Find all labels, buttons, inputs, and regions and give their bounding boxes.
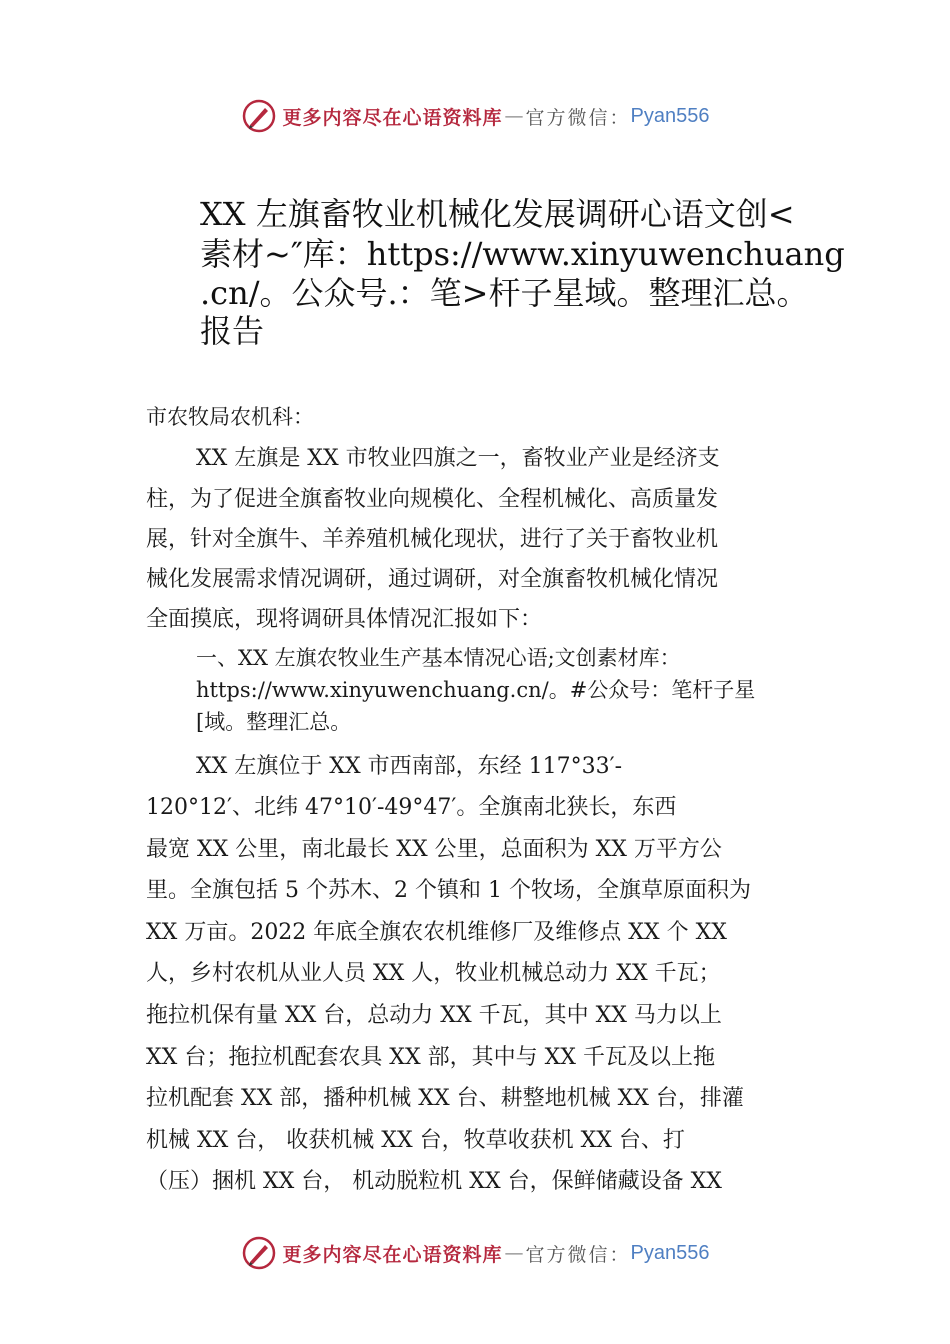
- banner-wechat-id: Pyan556: [630, 1241, 710, 1264]
- paragraph-line: 展，针对全旗牛、羊养殖机械化现状，进行了关于畜牧业机: [146, 527, 719, 552]
- paragraph-line: 机械 XX 台， 收获机械 XX 台，牧草收获机 XX 台、打: [146, 1128, 685, 1153]
- heading-line: 一、XX 左旗农牧业生产基本情况心语;文创素材库：: [196, 646, 681, 670]
- title-line: 报告: [200, 312, 265, 350]
- paragraph-line: XX 左旗是 XX 市牧业四旗之一，畜牧业产业是经济支: [196, 446, 720, 471]
- banner-separator: —: [504, 1242, 524, 1264]
- paragraph-line: （压）捆机 XX 台， 机动脱粒机 XX 台，保鲜储藏设备 XX: [146, 1169, 722, 1194]
- banner-separator: —: [504, 105, 524, 127]
- footer-banner: [0, 1233, 950, 1273]
- paragraph-line: 里。全旗包括 5 个苏木、2 个镇和 1 个牧场，全旗草原面积为: [146, 878, 751, 903]
- paragraph-line: 最宽 XX 公里，南北最长 XX 公里，总面积为 XX 万平方公: [146, 837, 722, 862]
- title-line: XX 左旗畜牧业机械化发展调研心语文创<: [200, 195, 795, 233]
- paragraph-line: 120°12′、北纬 47°10′-49°47′。全旗南北狭长，东西: [146, 795, 677, 820]
- heading-line: https://www.xinyuwenchuang.cn/。#公众号：笔杆子星: [196, 678, 756, 702]
- paragraph-line: XX 台；拖拉机配套农具 XX 部，其中与 XX 千瓦及以上拖: [146, 1045, 715, 1070]
- banner-label: 官方微信：: [525, 1243, 631, 1266]
- banner-wechat-id: Pyan556: [630, 104, 710, 127]
- heading-line: [域。整理汇总。: [196, 710, 352, 734]
- banner-text: 更多内容尽在心语资料库: [282, 1243, 503, 1266]
- salutation: 市农牧局农机科：: [146, 405, 314, 429]
- paragraph-line: 拉机配套 XX 部，播种机械 XX 台、耕整地机械 XX 台，排灌: [146, 1086, 744, 1111]
- title-line: 素材~″库：https://www.xinyuwenchuang: [200, 235, 845, 273]
- paragraph-line: XX 万亩。2022 年底全旗农农机维修厂及维修点 XX 个 XX: [146, 920, 727, 945]
- pen-logo-icon: [241, 98, 277, 134]
- banner-label: 官方微信：: [525, 106, 631, 129]
- paragraph-line: 人，乡村农机从业人员 XX 人，牧业机械总动力 XX 千瓦；: [146, 961, 721, 986]
- paragraph-line: 拖拉机保有量 XX 台，总动力 XX 千瓦，其中 XX 马力以上: [146, 1003, 722, 1028]
- title-line: .cn/。公众号.：笔>杆子星域。整理汇总。: [200, 274, 809, 312]
- pen-logo-icon: [241, 1235, 277, 1271]
- paragraph-line: 全面摸底，现将调研具体情况汇报如下：: [146, 607, 543, 632]
- paragraph-line: 械化发展需求情况调研，通过调研，对全旗畜牧机械化情况: [146, 567, 719, 592]
- header-banner: [0, 96, 950, 136]
- paragraph-line: 柱，为了促进全旗畜牧业向规模化、全程机械化、高质量发: [146, 487, 719, 512]
- banner-text: 更多内容尽在心语资料库: [282, 106, 503, 129]
- paragraph-line: XX 左旗位于 XX 市西南部，东经 117°33′-: [196, 754, 623, 779]
